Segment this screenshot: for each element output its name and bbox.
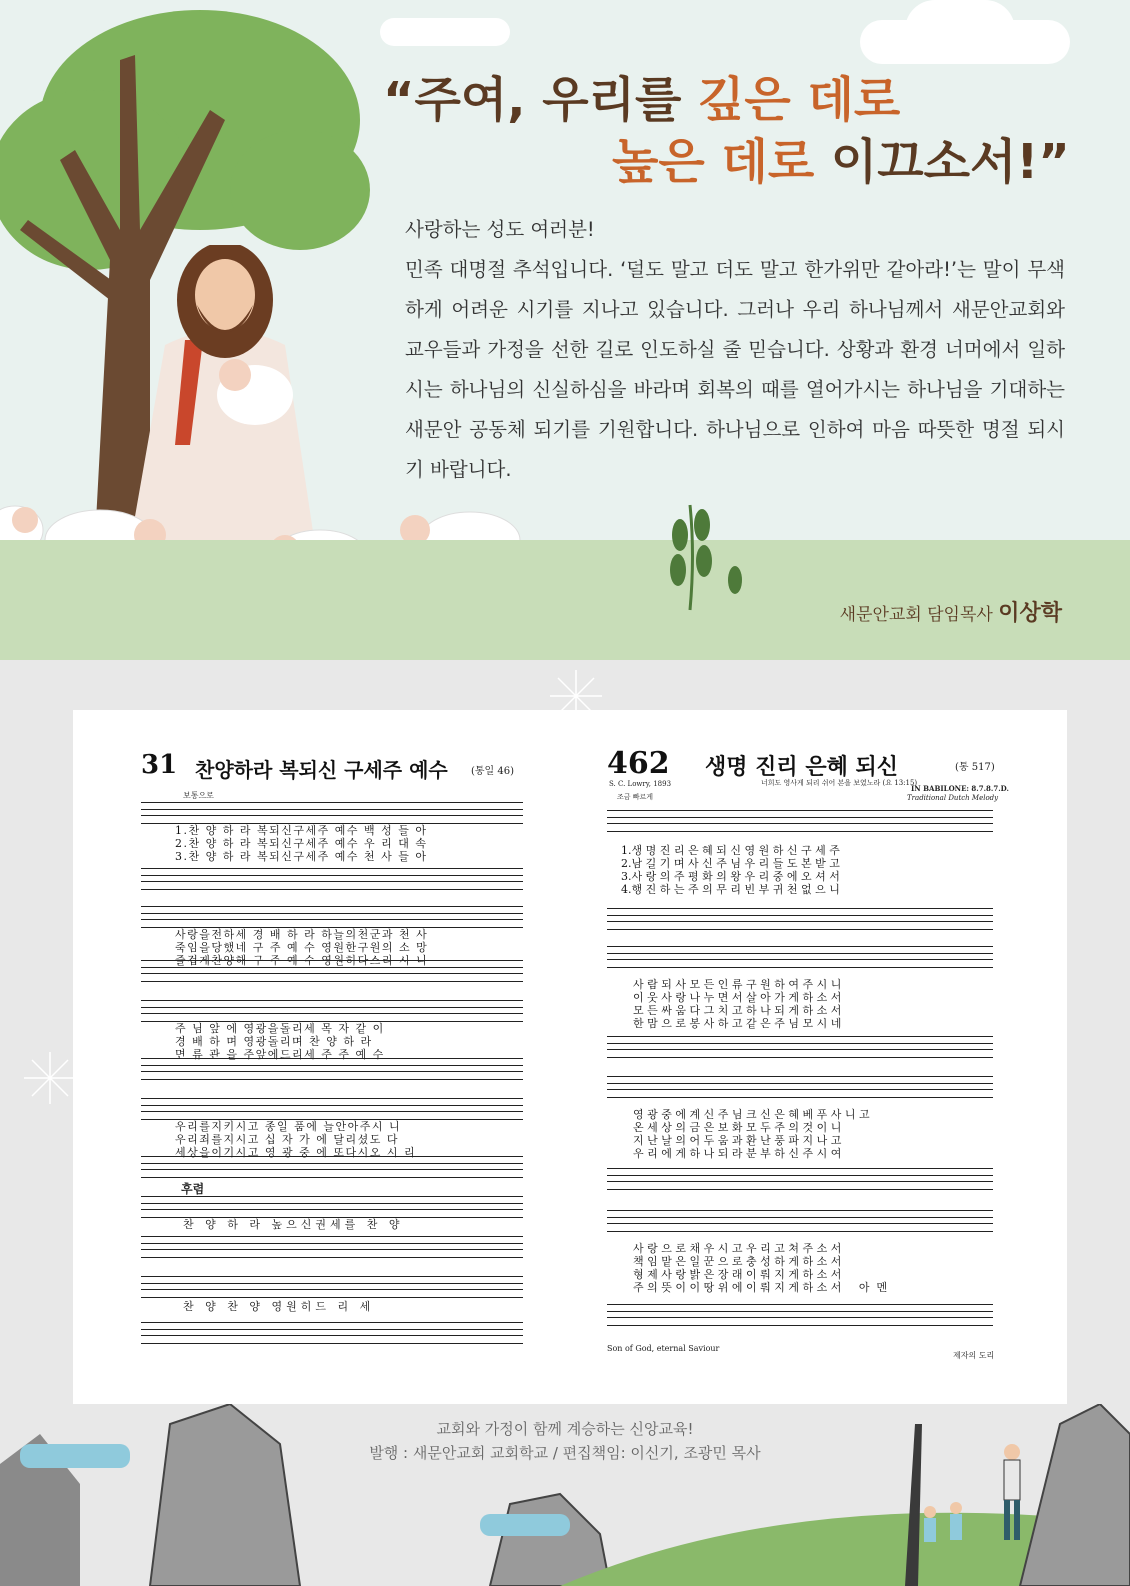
letter-greeting: 사랑하는 성도 여러분! xyxy=(405,218,595,241)
hymn462-lyrics-3: 영 광 중 에 계 신 주 님 크 신 은 혜 베 푸 사 니 고 온 세 상 의 금 은 보 화 모 두 주 의 것 이 니 지 난 날 의 어 두 움 과 환 난 풍 파 지 나 고 우 리 에 게 하 나 되 라 분 부 하 신 주 시 여 xyxy=(633,1108,870,1160)
staff xyxy=(141,960,523,982)
staff xyxy=(607,1210,993,1232)
hymn31-lyrics-2: 사랑을전하세 경 배 하 라 하늘의천군과 천 사 죽임을당했네 구 주 예 수 영원한구원의 소 망 즐겁게찬양해 구 주 예 수 영원히다스리 시 니 xyxy=(175,928,429,967)
staff xyxy=(141,1156,523,1178)
page-title-line1: “주여, 우리를 깊은 데로 xyxy=(383,72,901,128)
hymn462-lyrics-1: 1.생 명 진 리 은 혜 되 신 영 원 하 신 구 세 주 2.남 길 기 며 사 신 주 님 우 리 들 도 본 받 고 3.사 랑 의 주 평 화 의 왕 우 리 중 에 오 셔 서 4.행 진 하 는 주 의 무 리 빈 부 귀 천 없 으 니 xyxy=(621,844,840,896)
header-illustration xyxy=(0,0,1130,660)
footer-slogan: 교회와 가정이 함께 계승하는 신앙교육! xyxy=(436,1420,694,1438)
hymn31-lyrics-6: 찬 양 찬 양 영원히드 리 세 xyxy=(183,1300,375,1313)
footer-publisher: 발행 : 새문안교회 교회학교 / 편집책임: 이신기, 조광민 목사 xyxy=(369,1444,761,1462)
hymn462-tempo: 조금 빠르게 xyxy=(617,793,654,801)
staff xyxy=(141,906,523,928)
staff xyxy=(141,868,523,890)
pastor-name: 이상학 xyxy=(998,601,1062,626)
staff xyxy=(141,1058,523,1080)
staff xyxy=(607,810,993,832)
hymn31-ref: (통일 46) xyxy=(471,766,515,777)
staff xyxy=(141,1196,523,1218)
page-title-line2: 높은 데로 이끄소서!” xyxy=(612,134,1070,190)
signature: 새문안교회 담임목사 이상학 xyxy=(839,601,1062,626)
hymn462-tune-sub: Traditional Dutch Melody xyxy=(907,794,999,802)
hymn462-tune: IN BABILONE: 8.7.8.7.D. xyxy=(911,784,1009,793)
hymn462-verse-ref: 너희도 영사게 되리 쉬어 본을 보였노라 (요 13:15) xyxy=(761,779,918,787)
cloud xyxy=(905,0,1015,60)
staff xyxy=(141,1236,523,1258)
staff xyxy=(141,1000,523,1022)
hymn462-number: 462 xyxy=(607,746,670,781)
staff xyxy=(607,908,993,930)
hymn462-title: 생명 진리 은혜 되신 xyxy=(705,754,898,780)
staff xyxy=(607,946,993,968)
hymn31-lyrics-3: 주 님 앞 에 영광을돌리세 목 자 같 이 경 배 하 며 영광돌리며 찬 양 하 라 면 류 관 을 주앞에드리세 주 주 예 수 xyxy=(175,1022,385,1061)
leaf-sprig-icon xyxy=(650,495,760,615)
staff xyxy=(141,1276,523,1298)
hymn31-number: 31 xyxy=(141,750,178,780)
sparkle-icon xyxy=(22,1050,78,1106)
hymn31-lyrics-5: 찬 양 하 라 높으신권세를 찬 양 xyxy=(183,1218,404,1231)
hymn462-category: 제자의 도리 xyxy=(953,1351,995,1360)
hymn31-lyrics-4: 우리를지키시고 종일 품에 늘안아주시 니 우리죄를지시고 십 자 가 에 달리셨도 다 세상을이기시고 영 광 중 에 또다시오 시 리 xyxy=(175,1120,417,1159)
hymn462-lyrics-4: 사 랑 으 로 채 우 시 고 우 리 고 쳐 주 소 서 책 임 맡 은 일 꾼 으 로 충 성 하 게 하 소 서 형 제 사 랑 밝 은 장 래 이 뤄 지 게 하 소 서 주 의 뜻 이 이 땅 위 에 이 뤄 지 게 하 소 서 아 멘 xyxy=(633,1242,888,1294)
staff xyxy=(607,1304,993,1326)
hymn462-ref: (통 517) xyxy=(955,762,995,773)
hymn-sheet xyxy=(73,710,1067,1404)
staff xyxy=(607,1036,993,1058)
hymn31-title: 찬양하라 복되신 구세주 예수 xyxy=(195,758,448,782)
refrain-label: 후렴 xyxy=(181,1182,205,1196)
footer xyxy=(0,1404,1130,1586)
letter-body: 민족 대명절 추석입니다. ‘덜도 말고 더도 말고 한가위만 같아라!’는 말이 무색하게 어려운 시기를 지나고 있습니다. 그러나 우리 하나님께서 새문안교회와 교우들과 가정을 선한 길로 인도하실 줄 믿습니다. 상황과 환경 너머에서 일하시는 하나님의 신실하심을 바라며 회복의 때를 열어가시는 하나님을 기대하는 새문안 공동체 되기를 기원합니다. 하나님으로 인하여 마음 따뜻한 명절 되시기 바랍니다. xyxy=(405,258,1065,481)
hymn31-tempo: 보통으로 xyxy=(183,791,214,800)
staff xyxy=(607,1168,993,1190)
staff xyxy=(141,1098,523,1120)
staff xyxy=(141,1322,523,1344)
hymn31-lyrics-1: 1.찬 양 하 라 복되신구세주 예수 백 성 들 아 2.찬 양 하 라 복되신구세주 예수 우 리 대 속 3.찬 양 하 라 복되신구세주 예수 천 사 들 아 xyxy=(175,824,428,863)
hymn462-author: S. C. Lowry, 1893 xyxy=(609,780,672,788)
pastor-letter xyxy=(405,210,1065,490)
hymn462-lyrics-2: 사 람 되 사 모 든 인 류 구 원 하 여 주 시 니 이 웃 사 랑 나 누 면 서 살 아 가 게 하 소 서 모 든 싸 움 다 그 치 고 하 나 되 게 하 소 서 한 맘 으 로 봉 사 하 고 같 은 주 님 모 시 네 xyxy=(633,978,842,1030)
hymn462-english-title: Son of God, eternal Saviour xyxy=(607,1344,720,1353)
staff xyxy=(141,802,523,824)
staff xyxy=(607,1076,993,1098)
